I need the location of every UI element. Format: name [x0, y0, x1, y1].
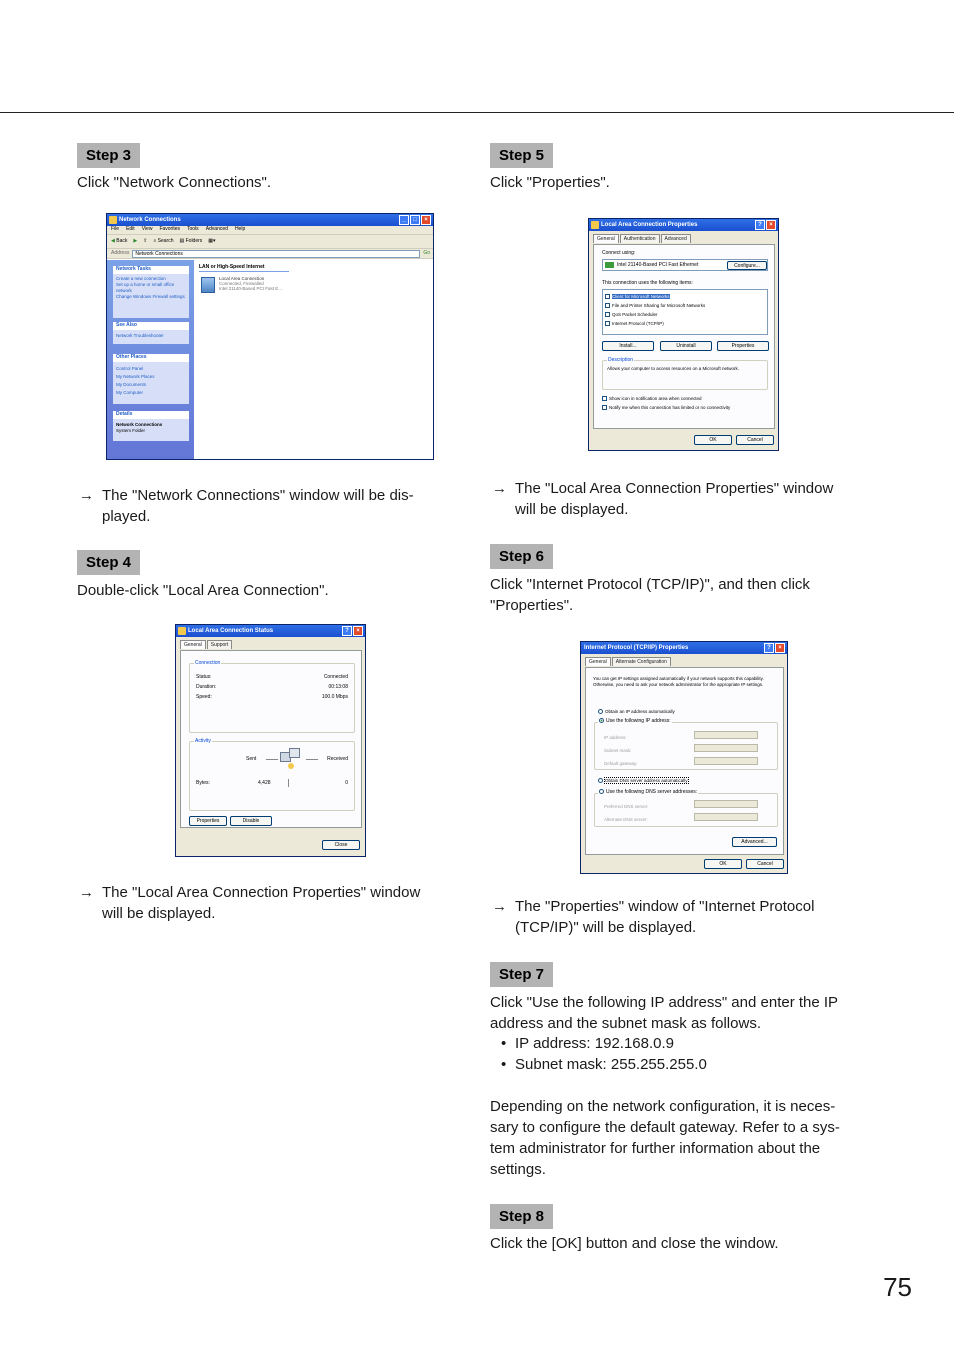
step-3-text: Click "Network Connections". [77, 174, 272, 191]
search-icon: ⌕ [153, 238, 157, 244]
ok-button[interactable]: OK [704, 859, 742, 869]
title-bar [581, 642, 787, 654]
title-bar [176, 625, 365, 637]
menu-tools[interactable]: Tools [187, 226, 199, 232]
step-7-text-line-2: address and the subnet mask as follows. [490, 1015, 761, 1032]
duration-label: Duration: [196, 684, 217, 690]
step-7-note-line-4: settings. [490, 1161, 546, 1178]
item-name: Local Area Connection [219, 276, 265, 281]
subnet-mask-field[interactable] [694, 744, 758, 752]
items-label: This connection uses the following items: [602, 280, 693, 286]
forward-arrow-icon[interactable]: ▶ [133, 238, 138, 244]
go-button[interactable]: Go [423, 250, 430, 256]
properties-button[interactable]: Properties [717, 341, 769, 351]
title-bar [107, 214, 433, 226]
folders-label: Folders [185, 238, 203, 244]
description-group [602, 357, 768, 390]
ip-group [594, 718, 778, 770]
step-3-label: Step 3 [77, 143, 140, 168]
adapter-box [602, 259, 768, 271]
step-7-note-line-2: sary to configure the default gateway. Refer to a sys- [490, 1119, 840, 1136]
connection-status-window [175, 624, 366, 857]
maximize-icon[interactable]: □ [410, 215, 420, 225]
default-gateway-label: Default gateway: [604, 761, 638, 766]
tab-general[interactable]: General [593, 234, 619, 243]
radio-icon [598, 778, 603, 783]
details-title: Details [113, 411, 189, 419]
bytes-divider [288, 779, 289, 787]
menu-help[interactable]: Help [234, 226, 246, 232]
step-6-result-line-2: (TCP/IP)" will be displayed. [515, 919, 697, 936]
other-places-box [113, 354, 189, 404]
connection-group [189, 660, 355, 733]
obtain-ip-label: Obtain an IP address automatically [605, 709, 675, 714]
notify-label: Notify me when this connection has limited or no connectivity [609, 405, 731, 410]
menu-file[interactable]: File [111, 226, 120, 232]
task-pane [107, 260, 194, 460]
window-title: Local Area Connection Status [188, 628, 274, 634]
page-number: 75 [883, 1272, 912, 1302]
step-7-note-line-1: Depending on the network configuration, it is neces- [490, 1098, 836, 1115]
speed-label: Speed: [196, 694, 212, 700]
back-label: Back [116, 238, 128, 244]
properties-button[interactable]: Properties [189, 816, 227, 826]
other-control-panel[interactable]: Control Panel [116, 366, 144, 371]
ip-address-label: IP address: [604, 735, 627, 740]
see-also-box [113, 322, 189, 344]
address-label: Address [111, 250, 130, 256]
menu-advanced[interactable]: Advanced [205, 226, 228, 232]
cancel-button[interactable]: Cancel [736, 435, 774, 445]
show-icon-option[interactable] [602, 395, 702, 402]
step-6-result [490, 896, 814, 938]
general-panel [585, 667, 784, 855]
intro-text: You can get IP settings assigned automatically if your network supports this capability. Otherwise, you need to ask your network administrator for the appropriate IP settings. [593, 676, 764, 687]
header-rule [0, 112, 954, 113]
step-4-label: Step 4 [77, 550, 140, 575]
sent-label: Sent [246, 756, 257, 762]
close-icon[interactable]: × [775, 643, 785, 653]
network-icon [178, 627, 186, 635]
details-type: System Folder [116, 428, 146, 433]
items-list [602, 289, 768, 335]
step-4-result-line-1: The "Local Area Connection Properties" window [102, 884, 421, 901]
details-box [113, 411, 189, 441]
network-folder-icon [109, 216, 117, 224]
step-8-text: Click the [OK] button and close the window. [490, 1235, 779, 1252]
adapter-icon [605, 262, 614, 268]
tab-alternate-configuration[interactable]: Alternate Configuration [612, 657, 671, 666]
tab-strip [581, 654, 787, 666]
close-button[interactable]: Close [322, 840, 360, 850]
cancel-button[interactable]: Cancel [746, 859, 784, 869]
general-panel [180, 650, 362, 828]
radio-icon [599, 718, 604, 723]
window-title: Network Connections [119, 217, 181, 223]
radio-icon [598, 709, 603, 714]
window-title: Local Area Connection Properties [601, 222, 698, 228]
bytes-sent: 4,428 [258, 780, 271, 786]
item-device: Intel 21140-Based PCI Fast E... [219, 286, 282, 291]
checkbox-icon [605, 303, 610, 308]
up-folder-icon[interactable]: ⇧ [143, 238, 148, 244]
close-icon[interactable]: × [353, 626, 363, 636]
status-label: Status: [196, 674, 212, 680]
step-6-result-line-1: The "Properties" window of "Internet Protocol [515, 898, 815, 915]
step-5-result [490, 478, 833, 520]
default-gateway-field[interactable] [694, 757, 758, 765]
step-7-note-line-3: tem administrator for further information about the [490, 1140, 821, 1157]
install-button[interactable]: Install... [602, 341, 654, 351]
description-text: Allows your computer to access resources on a Microsoft network. [607, 366, 740, 371]
adapter-name: Intel 21140-Based PCI Fast Ethernet [617, 262, 699, 268]
bytes-label: Bytes: [196, 780, 210, 786]
obtain-dns-label: Obtain DNS server address automatically [605, 778, 688, 783]
tab-strip [589, 231, 778, 243]
tab-strip [176, 637, 365, 649]
sent-line [266, 759, 278, 760]
use-ip-label: Use the following IP address: [606, 718, 671, 724]
task-create-connection[interactable]: Create a new connection [116, 276, 166, 281]
activity-legend: Activity [195, 738, 211, 744]
step-6-text-line-2: "Properties". [490, 597, 574, 614]
step-3-result-line-1: The "Network Connections" window will be dis- [102, 487, 414, 504]
checkbox-icon [602, 405, 607, 410]
menu-favorites[interactable]: Favorites [159, 226, 180, 232]
checkbox-icon [605, 294, 610, 299]
step-5-label: Step 5 [490, 143, 553, 168]
speed-value: 100.0 Mbps [321, 694, 348, 700]
preferred-dns-label: Preferred DNS server: [604, 804, 649, 809]
local-area-connection-item[interactable] [201, 276, 301, 298]
minimize-icon[interactable]: _ [399, 215, 409, 225]
other-my-computer[interactable]: My Computer [116, 390, 144, 395]
back-arrow-icon: ◀ [111, 238, 115, 244]
activity-group [189, 738, 355, 811]
network-icon [591, 221, 599, 229]
advanced-button[interactable]: Advanced... [732, 837, 777, 847]
task-firewall[interactable]: Change Windows Firewall settings [116, 294, 185, 299]
item-label: QoS Packet Scheduler [612, 312, 658, 317]
item-client-ms[interactable] [605, 292, 765, 301]
help-icon[interactable]: ? [764, 643, 774, 653]
activity-computers-icon [280, 748, 302, 770]
radio-icon [599, 789, 604, 794]
subnet-mask-bullet: • Subnet mask: 255.255.255.0 [490, 1054, 707, 1075]
status-value: Connected [323, 674, 348, 680]
help-icon[interactable]: ? [342, 626, 352, 636]
use-dns-label: Use the following DNS server addresses: [606, 789, 698, 795]
item-tcpip[interactable] [605, 319, 765, 328]
result-arrow-icon: → [79, 884, 94, 901]
use-dns-option[interactable] [598, 789, 698, 795]
step-5-result-line-2: will be displayed. [515, 501, 629, 518]
alternate-dns-field[interactable] [694, 813, 758, 821]
item-label: File and Printer Sharing for Microsoft Networks [612, 303, 706, 308]
folders-button[interactable] [179, 238, 202, 245]
menu-view[interactable]: View [141, 226, 153, 232]
network-adapter-icon [201, 277, 215, 293]
tab-general[interactable]: General [180, 640, 206, 649]
result-arrow-icon: → [492, 898, 507, 915]
lan-section-header: LAN or High-Speed Internet [199, 264, 289, 272]
other-network-places[interactable]: My Network Places [116, 374, 155, 379]
tab-advanced[interactable]: Advanced [661, 234, 691, 243]
step-4-result [77, 882, 420, 924]
received-line [306, 759, 318, 760]
checkbox-icon [605, 321, 610, 326]
see-also-title: See Also [113, 322, 189, 330]
step-3-result-line-2: played. [102, 508, 151, 525]
close-icon[interactable]: × [421, 215, 431, 225]
search-button[interactable] [153, 238, 173, 245]
disable-button[interactable]: Disable [230, 816, 272, 826]
connection-properties-window [588, 218, 779, 451]
toolbar [107, 235, 433, 249]
result-arrow-icon: → [492, 480, 507, 497]
connect-using-label: Connect using: [602, 250, 636, 256]
received-label: Received [327, 756, 348, 762]
ip-address-bullet: • IP address: 192.168.0.9 [490, 1033, 674, 1054]
details-name: Network Connections [116, 422, 163, 427]
tab-general[interactable]: General [585, 657, 611, 666]
network-tasks-box [113, 266, 189, 318]
network-tasks-title: Network Tasks [113, 266, 189, 274]
other-places-title: Other Places [113, 354, 189, 362]
menu-edit[interactable]: Edit [126, 226, 135, 232]
step-4-result-line-2: will be displayed. [102, 905, 216, 922]
item-qos[interactable] [605, 310, 765, 319]
step-5-result-line-1: The "Local Area Connection Properties" window [515, 480, 834, 497]
connection-legend: Connection [195, 660, 221, 666]
step-3-result [77, 485, 414, 527]
see-also-troubleshooter[interactable]: Network Troubleshooter [116, 333, 164, 338]
step-6-text-line-1: Click "Internet Protocol (TCP/IP)", and then click [490, 576, 810, 593]
checkbox-icon [605, 312, 610, 317]
result-arrow-icon: → [79, 487, 94, 504]
alternate-dns-label: Alternate DNS server: [604, 817, 648, 822]
item-status: Connected, Firewalled [219, 281, 264, 286]
help-icon[interactable]: ? [755, 220, 765, 230]
general-panel [593, 244, 775, 429]
bytes-received: 0 [345, 780, 348, 786]
network-connections-window [106, 213, 434, 460]
step-7-text-line-1: Click "Use the following IP address" and enter the IP [490, 994, 839, 1011]
obtain-ip-option[interactable] [598, 708, 675, 715]
step-6-label: Step 6 [490, 544, 553, 569]
configure-button[interactable]: Configure... [727, 261, 767, 270]
notify-option[interactable] [602, 404, 730, 411]
preferred-dns-field[interactable] [694, 800, 758, 808]
title-bar [589, 219, 778, 231]
show-icon-label: Show icon in notification area when connected [609, 396, 702, 401]
tab-authentication[interactable]: Authentication [620, 234, 660, 243]
step-8-label: Step 8 [490, 1204, 553, 1229]
obtain-dns-option[interactable] [598, 777, 688, 784]
tcpip-properties-window [580, 641, 788, 874]
window-title: Internet Protocol (TCP/IP) Properties [584, 645, 689, 651]
description-legend: Description [608, 357, 634, 363]
subnet-mask-label: Subnet mask: [604, 748, 632, 753]
task-home-network[interactable]: Set up a home or small office network [116, 282, 175, 293]
step-7-note [490, 1096, 840, 1180]
use-ip-option[interactable] [598, 718, 672, 724]
item-label: Client for Microsoft Networks [612, 294, 670, 299]
step-5-text: Click "Properties". [490, 174, 610, 191]
close-icon[interactable]: × [766, 220, 776, 230]
ok-button[interactable]: OK [694, 435, 732, 445]
address-bar [107, 249, 433, 259]
tab-support[interactable]: Support [207, 640, 233, 649]
ip-address-field[interactable] [694, 731, 758, 739]
item-label: Internet Protocol (TCP/IP) [612, 321, 664, 326]
search-label: Search [157, 238, 174, 244]
back-button[interactable] [111, 238, 127, 245]
uninstall-button[interactable]: Uninstall [660, 341, 712, 351]
step-7-label: Step 7 [490, 962, 553, 987]
folders-icon: ▤ [179, 238, 185, 244]
step-4-text: Double-click "Local Area Connection". [77, 582, 329, 599]
duration-value: 00:13:08 [328, 684, 348, 690]
step-7-text [490, 992, 838, 1034]
other-my-documents[interactable]: My Documents [116, 382, 147, 387]
menu-bar [107, 226, 433, 235]
step-6-text [490, 574, 810, 616]
address-input[interactable]: Network Connections [132, 250, 420, 258]
views-icon[interactable]: ▦▾ [208, 238, 216, 244]
dns-group [594, 789, 778, 827]
item-file-printer[interactable] [605, 301, 765, 310]
checkbox-icon [602, 396, 607, 401]
